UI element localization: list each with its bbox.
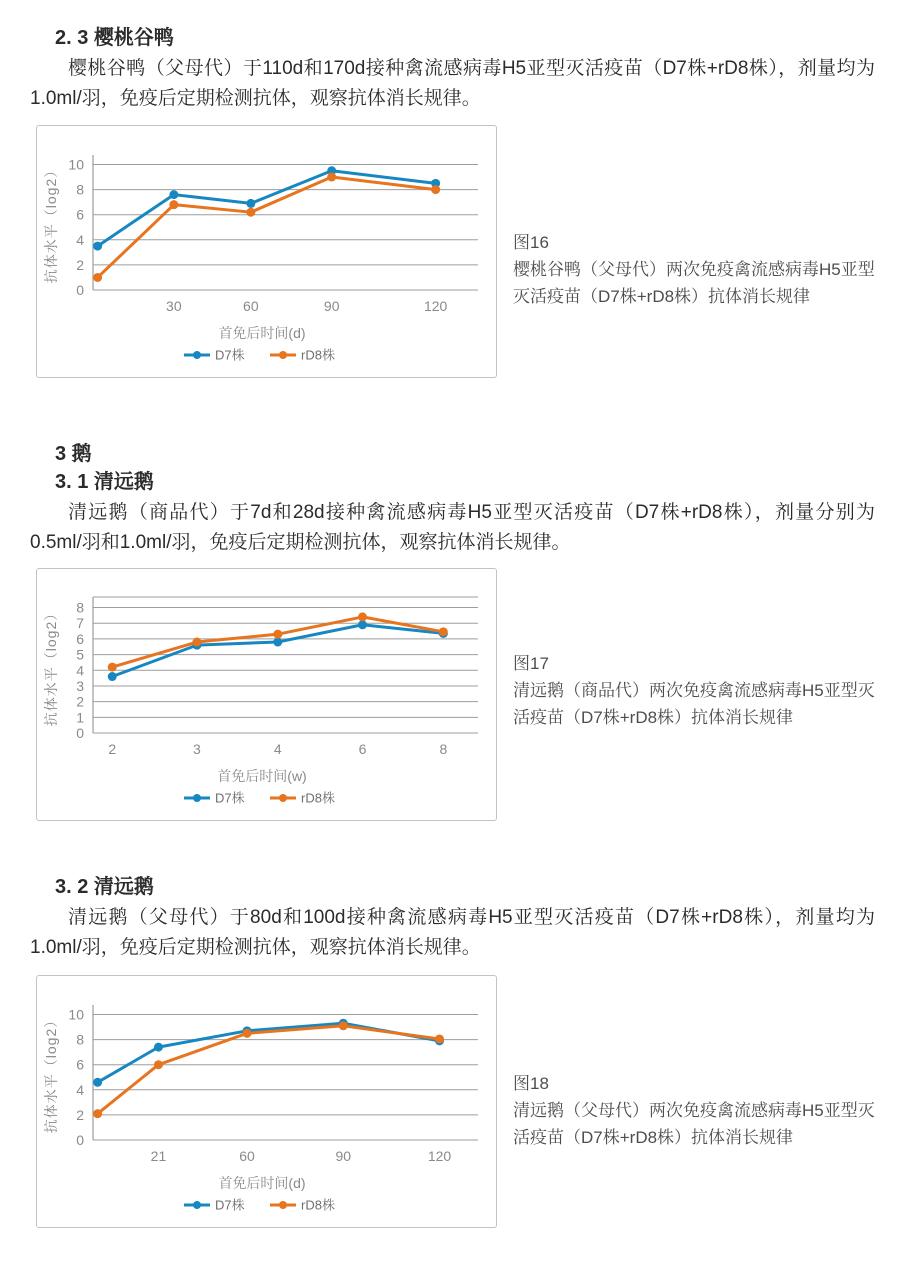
data-point-marker [154,1060,163,1069]
legend-label: rD8株 [301,347,335,363]
y-tick-labels [68,157,84,299]
data-point-marker [246,199,255,208]
legend-marker-dot [193,351,201,359]
data-point-marker [93,242,102,251]
series-D7株 [108,620,448,681]
grid-lines [93,1015,478,1141]
x-tick-labels [151,1148,452,1164]
chart-box-fig17 [36,568,497,821]
figure-caption-16 [513,229,875,310]
svg-text:1: 1 [76,709,84,726]
figure-label: 图18 [513,1074,549,1093]
svg-text:0: 0 [76,725,84,741]
legend-label: D7株 [215,790,245,806]
svg-text:3: 3 [193,741,201,757]
svg-text:4: 4 [76,231,84,248]
legend-marker-dot [193,1201,201,1209]
svg-text:6: 6 [76,1056,84,1073]
svg-text:2: 2 [76,693,84,710]
legend [184,1198,335,1213]
svg-text:90: 90 [323,298,340,314]
data-point-marker [358,612,367,621]
data-point-marker [108,663,117,672]
section-paragraph-3-2: 清远鹅（父母代）于80d和100d接种禽流感病毒H5亚型灭活疫苗（D7株+rD8株），剂量均为1.0ml/羽，免疫后定期检测抗体，观察抗体消长规律。 [30,907,875,958]
line-chart-fig18 [37,976,496,1227]
figure-row-17 [30,568,875,821]
data-point-marker [339,1021,348,1030]
svg-text:2: 2 [76,256,84,273]
data-point-marker [93,1078,102,1087]
line-chart-fig16 [37,126,496,377]
section-heading-3-1: 3. 1 清远鹅 [55,471,154,493]
data-point-marker [439,627,448,636]
data-point-marker [243,1029,252,1038]
svg-text:0: 0 [76,282,84,298]
data-point-marker [154,1043,163,1052]
y-axis-title: 抗体水平（log2） [43,1012,59,1134]
svg-text:6: 6 [76,206,84,223]
line-chart-fig17 [37,569,496,820]
svg-text:8: 8 [76,181,84,198]
svg-text:120: 120 [427,1148,452,1164]
data-point-marker [169,200,178,209]
section-paragraph-2-3: 樱桃谷鸭（父母代）于110d和170d接种禽流感病毒H5亚型灭活疫苗（D7株+rD8株），剂量均为1.0ml/羽，免疫后定期检测抗体，观察抗体消长规律。 [30,58,875,109]
svg-text:8: 8 [76,1031,84,1048]
y-axis-title: 抗体水平（log2） [43,162,59,284]
legend-label: rD8株 [301,790,335,806]
x-axis-title: 首免后时间(d) [218,1175,306,1191]
y-tick-labels [76,600,84,742]
legend-label: D7株 [215,1197,245,1213]
svg-text:8: 8 [439,741,448,757]
legend-marker-dot [279,351,287,359]
x-tick-labels [108,741,447,757]
legend-label: D7株 [215,347,245,363]
series-rD8株 [93,1021,444,1118]
svg-text:3: 3 [76,677,84,694]
svg-text:8: 8 [76,599,84,616]
figure-row-16 [30,125,875,378]
svg-text:2: 2 [76,1106,84,1123]
svg-text:90: 90 [335,1148,352,1164]
svg-text:10: 10 [68,1006,84,1023]
svg-text:4: 4 [273,741,282,757]
caption-text: 清远鹅（商品代）两次免疫禽流感病毒H5亚型灭活疫苗（D7株+rD8株）抗体消长规律 [513,681,875,727]
data-point-marker [246,208,255,217]
caption-text: 清远鹅（父母代）两次免疫禽流感病毒H5亚型灭活疫苗（D7株+rD8株）抗体消长规律 [513,1101,875,1147]
svg-text:4: 4 [76,662,84,679]
data-point-marker [435,1034,444,1043]
legend-marker-dot [279,794,287,802]
series-line [98,177,436,277]
data-point-marker [273,638,282,647]
series-line [98,1026,440,1114]
svg-text:30: 30 [166,298,182,314]
svg-text:120: 120 [423,298,448,314]
svg-text:60: 60 [243,298,259,314]
section-heading-3: 3 鹅 [55,443,92,465]
figure-label: 图17 [513,654,549,673]
svg-text:6: 6 [358,741,367,757]
svg-text:10: 10 [68,156,84,173]
data-point-marker [93,273,102,282]
svg-text:60: 60 [239,1148,255,1164]
svg-text:4: 4 [76,1081,84,1098]
legend-label: rD8株 [301,1197,335,1213]
data-point-marker [273,630,282,639]
legend [184,791,335,806]
figure-row-18 [30,975,875,1228]
y-tick-labels [68,1007,84,1149]
section-heading-2-3: 2. 3 樱桃谷鸭 [55,27,174,49]
series-D7株 [93,166,440,250]
data-point-marker [358,620,367,629]
data-point-marker [192,638,201,647]
data-point-marker [169,190,178,199]
section-heading-3-2: 3. 2 清远鹅 [55,876,154,898]
svg-text:7: 7 [76,615,84,632]
chart-box-fig18 [36,975,497,1228]
svg-text:0: 0 [76,1132,84,1148]
section-paragraph-3-1: 清远鹅（商品代）于7d和28d接种禽流感病毒H5亚型灭活疫苗（D7株+rD8株），剂量分别为0.5ml/羽和1.0ml/羽，免疫后定期检测抗体，观察抗体消长规律。 [30,502,875,553]
chart-box-fig16 [36,125,497,378]
x-tick-labels [166,298,447,314]
legend-marker-dot [193,794,201,802]
y-axis-title: 抗体水平（log2） [43,605,59,727]
grid-lines [93,597,478,733]
data-point-marker [108,672,117,681]
svg-text:2: 2 [108,741,117,757]
figure-caption-17 [513,650,875,731]
data-point-marker [93,1109,102,1118]
figure-label: 图16 [513,233,549,252]
svg-text:5: 5 [76,646,84,663]
legend [184,348,335,363]
svg-text:6: 6 [76,630,84,647]
figure-caption-18 [513,1070,875,1151]
legend-marker-dot [279,1201,287,1209]
data-point-marker [431,185,440,194]
x-axis-title: 首免后时间(w) [217,768,307,784]
svg-text:21: 21 [150,1148,167,1164]
series-rD8株 [93,173,440,282]
data-point-marker [327,173,336,182]
caption-text: 樱桃谷鸭（父母代）两次免疫禽流感病毒H5亚型灭活疫苗（D7株+rD8株）抗体消长规律 [513,260,875,306]
x-axis-title: 首免后时间(d) [218,325,306,341]
